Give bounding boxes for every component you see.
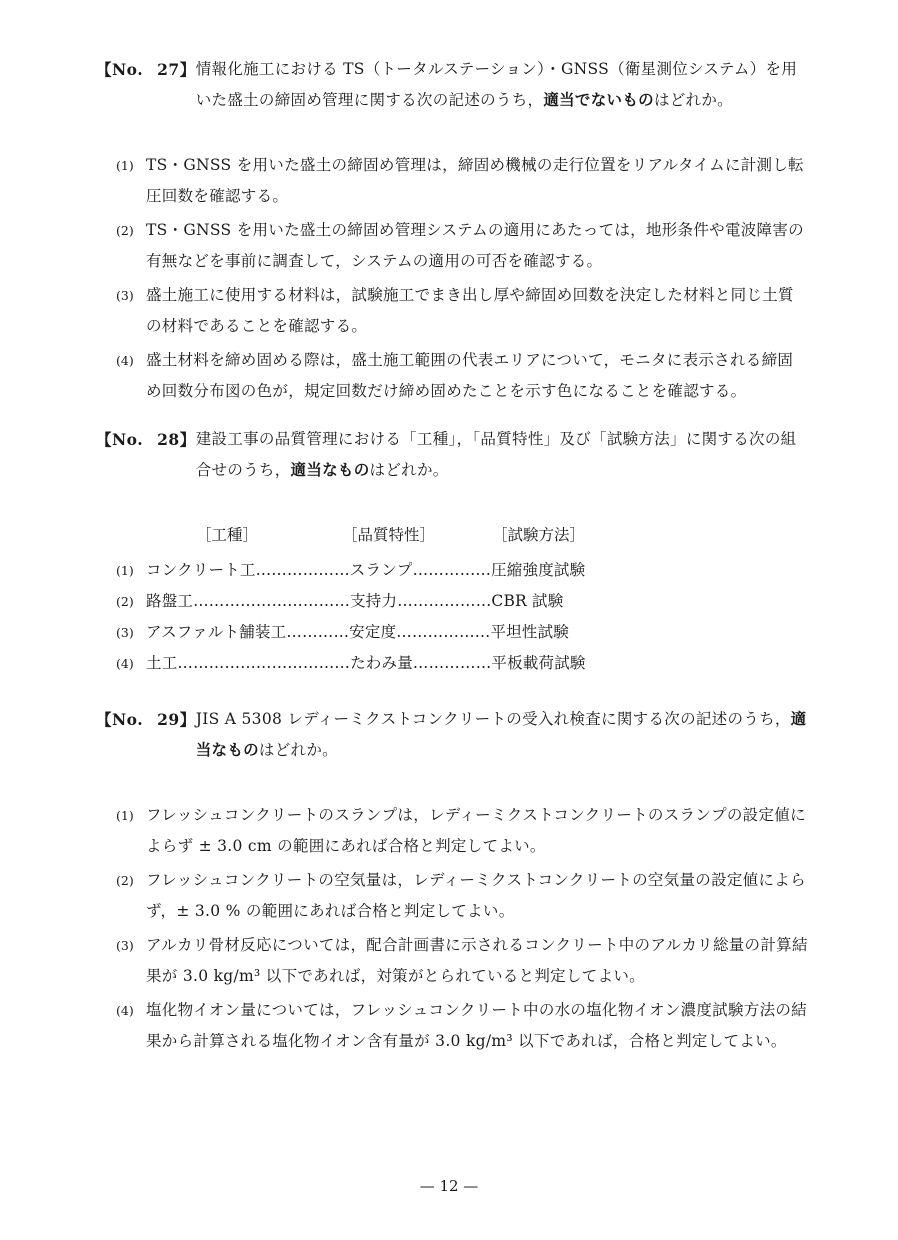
question-header [96,424,808,486]
question-28 [96,424,808,679]
option-item [96,800,808,862]
stem-emphasis: 適当でないもの [543,91,654,109]
option-number: (4) [116,353,134,368]
combination-row [96,617,808,648]
option-item [96,215,808,277]
option-number: (1) [116,158,134,173]
option-number: (3) [116,288,134,303]
option-text: フレッシュコンクリートのスランプは，レディーミクストコンクリートのスランプの設定値によらず ± 3.0 cm の範囲にあれば合格と判定してよい。 [146,806,806,855]
question-label-prefix: 【No. [96,710,144,729]
stem-text-end: はどれか。 [653,91,733,109]
stem-text: 情報化施工における TS（トータルステーション）・GNSS（衛星測位システム）を用いた盛土の締固め管理に関する次の記述のうち， [195,60,798,109]
option-item [96,150,808,212]
combination-row [96,648,808,679]
header-work-type: ［工種］ [196,526,259,544]
option-text: 塩化物イオン量については，フレッシュコンクリート中の水の塩化物イオン濃度試験方法の結果から計算される塩化物イオン含有量が 3.0 kg/m³ 以下であれば，合格と判定してよい。 [146,1001,807,1050]
option-item [96,995,808,1057]
question-label [96,704,196,735]
option-number: (3) [116,625,134,640]
question-stem [196,704,808,766]
question-header [96,704,808,766]
question-label-prefix: 【No. [96,430,144,449]
question-stem [196,54,808,116]
option-number: (4) [116,1003,134,1018]
page-number: — 12 — [419,1177,479,1195]
option-number: (2) [116,223,134,238]
header-quality-property: ［品質特性］ [342,526,436,544]
option-list [96,150,808,407]
question-number: 27】 [157,60,196,79]
stem-text-end: はどれか。 [258,741,338,759]
combination-text: 路盤工…………………………支持力………………CBR 試験 [146,592,564,610]
stem-text-end: はどれか。 [369,461,449,479]
option-item [96,345,808,407]
option-text: 盛土材料を締め固める際は，盛土施工範囲の代表エリアについて，モニタに表示される締固め回数分布図の色が，規定回数だけ締め固めたことを示す色になることを確認する。 [146,351,794,400]
question-label [96,424,196,455]
combination-text: コンクリート工………………スランプ……………圧縮強度試験 [146,561,586,579]
question-27 [96,54,808,410]
option-text: 盛土施工に使用する材料は，試験施工でまき出し厚や締固め回数を決定した材料と同じ土質の材料であることを確認する。 [146,286,794,335]
option-text: TS・GNSS を用いた盛土の締固め管理は，締固め機械の走行位置をリアルタイムに計測し転圧回数を確認する。 [146,156,804,205]
option-number: (2) [116,594,134,609]
stem-text: 建設工事の品質管理における「工種」，「品質特性」及び「試験方法」に関する次の組合せのうち， [195,430,797,479]
stem-emphasis: 適当なもの [195,710,807,759]
option-text: アルカリ骨材反応については，配合計画書に示されるコンクリート中のアルカリ総量の計算結果が 3.0 kg/m³ 以下であれば，対策がとられていると判定してよい。 [146,936,808,985]
question-29 [96,704,808,1060]
option-item [96,865,808,927]
combination-text: アスファルト舗装工…………安定度………………平坦性試験 [146,623,569,641]
option-item [96,930,808,992]
question-header [96,54,808,116]
header-test-method: ［試験方法］ [492,526,586,544]
option-number: (1) [116,563,134,578]
question-number: 28】 [157,430,196,449]
stem-text: JIS A 5308 レディーミクストコンクリートの受入れ検査に関する次の記述のうち， [195,710,791,728]
question-number: 29】 [157,710,196,729]
question-label [96,54,196,85]
combination-text: 土工……………………………たわみ量……………平板載荷試験 [146,654,586,672]
option-number: (3) [116,938,134,953]
option-number: (2) [116,873,134,888]
question-stem [196,424,808,486]
combination-row [96,586,808,617]
stem-emphasis: 適当なもの [290,461,370,479]
option-text: TS・GNSS を用いた盛土の締固め管理システムの適用にあたっては，地形条件や電波障害の有無などを事前に調査して，システムの適用の可否を確認する。 [146,221,804,270]
combination-table-header [96,520,808,551]
option-list [96,800,808,1057]
question-label-prefix: 【No. [96,60,144,79]
option-number: (1) [116,808,134,823]
option-number: (4) [116,656,134,671]
combination-row [96,555,808,586]
option-text: フレッシュコンクリートの空気量は，レディーミクストコンクリートの空気量の設定値によらず，± 3.0 % の範囲にあれば合格と判定してよい。 [146,871,806,920]
option-item [96,280,808,342]
